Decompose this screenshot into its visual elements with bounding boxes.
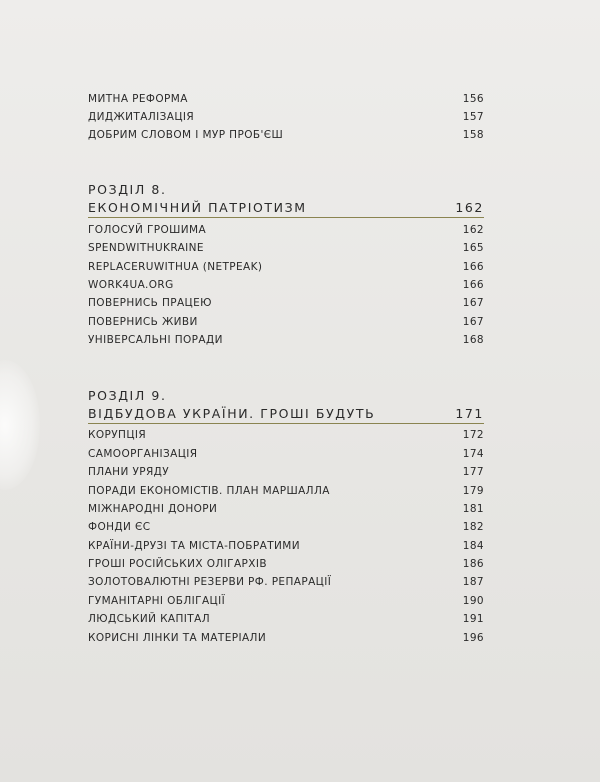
toc-entry xyxy=(88,111,484,124)
light-glare xyxy=(0,360,40,490)
toc-entry xyxy=(88,316,484,329)
toc-entry-page: 166 xyxy=(462,279,484,291)
toc-entry-title: КРАЇНИ-ДРУЗІ ТА МІСТА-ПОБРАТИМИ xyxy=(88,540,300,552)
toc-entry-title: ПЛАНИ УРЯДУ xyxy=(88,466,170,478)
toc-entry-title: ЛЮДСЬКИЙ КАПІТАЛ xyxy=(88,613,210,625)
toc-entry xyxy=(88,429,484,442)
toc-entry-page: 172 xyxy=(462,429,484,441)
toc-entry xyxy=(88,93,484,106)
toc-entry-page: 168 xyxy=(462,334,484,346)
toc-entry xyxy=(88,279,484,292)
toc-entry-page: 167 xyxy=(462,316,484,328)
toc-entry-title: ПОВЕРНИСЬ ЖИВИ xyxy=(88,316,198,328)
toc-entry-page: 167 xyxy=(462,297,484,309)
toc-entry xyxy=(88,576,484,589)
toc-entry-page: 179 xyxy=(462,485,484,497)
toc-entry-page: 186 xyxy=(462,558,484,570)
toc-entry-page: 187 xyxy=(462,576,484,588)
toc-entry xyxy=(88,558,484,571)
toc-entry xyxy=(88,334,484,347)
chapter-8-number: РОЗДІЛ 8. xyxy=(88,182,167,197)
toc-entry-title: ПОВЕРНИСЬ ПРАЦЕЮ xyxy=(88,297,212,309)
toc-entry-title: ГОЛОСУЙ ГРОШИМА xyxy=(88,224,207,236)
toc-entry-page: 158 xyxy=(462,129,484,141)
chapter-8-page: 162 xyxy=(455,200,484,215)
toc-entry-title: ГУМАНІТАРНІ ОБЛІГАЦІЇ xyxy=(88,595,226,607)
toc-entry xyxy=(88,503,484,516)
toc-entry-page: 157 xyxy=(462,111,484,123)
toc-entry-title: КОРИСНІ ЛІНКИ ТА МАТЕРІАЛИ xyxy=(88,632,267,644)
chapter-9-page: 171 xyxy=(455,406,484,421)
toc-entry-title: WORK4UA.ORG xyxy=(88,279,174,291)
toc-entry-page: 166 xyxy=(462,261,484,273)
toc-entry xyxy=(88,521,484,534)
toc-entry xyxy=(88,632,484,645)
toc-entry xyxy=(88,297,484,310)
toc-entry-page: 177 xyxy=(462,466,484,478)
chapter-9-number: РОЗДІЛ 9. xyxy=(88,388,167,403)
toc-entry-page: 181 xyxy=(462,503,484,515)
toc-entry xyxy=(88,466,484,479)
toc-entry-title: ФОНДИ ЄС xyxy=(88,521,151,533)
chapter-8-heading xyxy=(88,200,484,215)
toc-entry-title: SPENDWITHUKRAINE xyxy=(88,242,204,254)
toc-entry-page: 196 xyxy=(462,632,484,644)
toc-entry-page: 182 xyxy=(462,521,484,533)
toc-entry xyxy=(88,485,484,498)
toc-entry-page: 156 xyxy=(462,93,484,105)
toc-entry-title: МІЖНАРОДНІ ДОНОРИ xyxy=(88,503,218,515)
chapter-9-rule xyxy=(88,423,484,424)
toc-entry xyxy=(88,129,484,142)
toc-entry-title: ПОРАДИ ЕКОНОМІСТІВ. ПЛАН МАРШАЛЛА xyxy=(88,485,330,497)
toc-entry-title: REPLACERUWITHUA (NETPEAK) xyxy=(88,261,263,273)
toc-entry-title: ДОБРИМ СЛОВОМ І МУР ПРОБ'ЄШ xyxy=(88,129,284,141)
toc-entry xyxy=(88,261,484,274)
chapter-8-rule xyxy=(88,217,484,218)
toc-entry-page: 162 xyxy=(462,224,484,236)
toc-entry xyxy=(88,448,484,461)
toc-entry-title: САМООРГАНІЗАЦІЯ xyxy=(88,448,198,460)
toc-entry-page: 184 xyxy=(462,540,484,552)
toc-entry-title: УНІВЕРСАЛЬНІ ПОРАДИ xyxy=(88,334,223,346)
toc-entry-title: МИТНА РЕФОРМА xyxy=(88,93,188,105)
toc-entry-title: ЗОЛОТОВАЛЮТНІ РЕЗЕРВИ РФ. РЕПАРАЦІЇ xyxy=(88,576,332,588)
toc-entry xyxy=(88,242,484,255)
chapter-9-title: ВІДБУДОВА УКРАЇНИ. ГРОШІ БУДУТЬ xyxy=(88,406,376,421)
toc-entry-page: 165 xyxy=(462,242,484,254)
toc-entry-page: 191 xyxy=(462,613,484,625)
toc-entry-page: 190 xyxy=(462,595,484,607)
toc-entry xyxy=(88,224,484,237)
toc-entry xyxy=(88,540,484,553)
toc-entry-title: ГРОШІ РОСІЙСЬКИХ ОЛІГАРХІВ xyxy=(88,558,267,570)
chapter-9-heading xyxy=(88,406,484,421)
toc-entry-title: КОРУПЦІЯ xyxy=(88,429,147,441)
toc-entry-page: 174 xyxy=(462,448,484,460)
toc-entry xyxy=(88,613,484,626)
toc-entry xyxy=(88,595,484,608)
toc-entry-title: ДИДЖИТАЛІЗАЦІЯ xyxy=(88,111,195,123)
chapter-8-title: ЕКОНОМІЧНИЙ ПАТРІОТИЗМ xyxy=(88,200,307,215)
